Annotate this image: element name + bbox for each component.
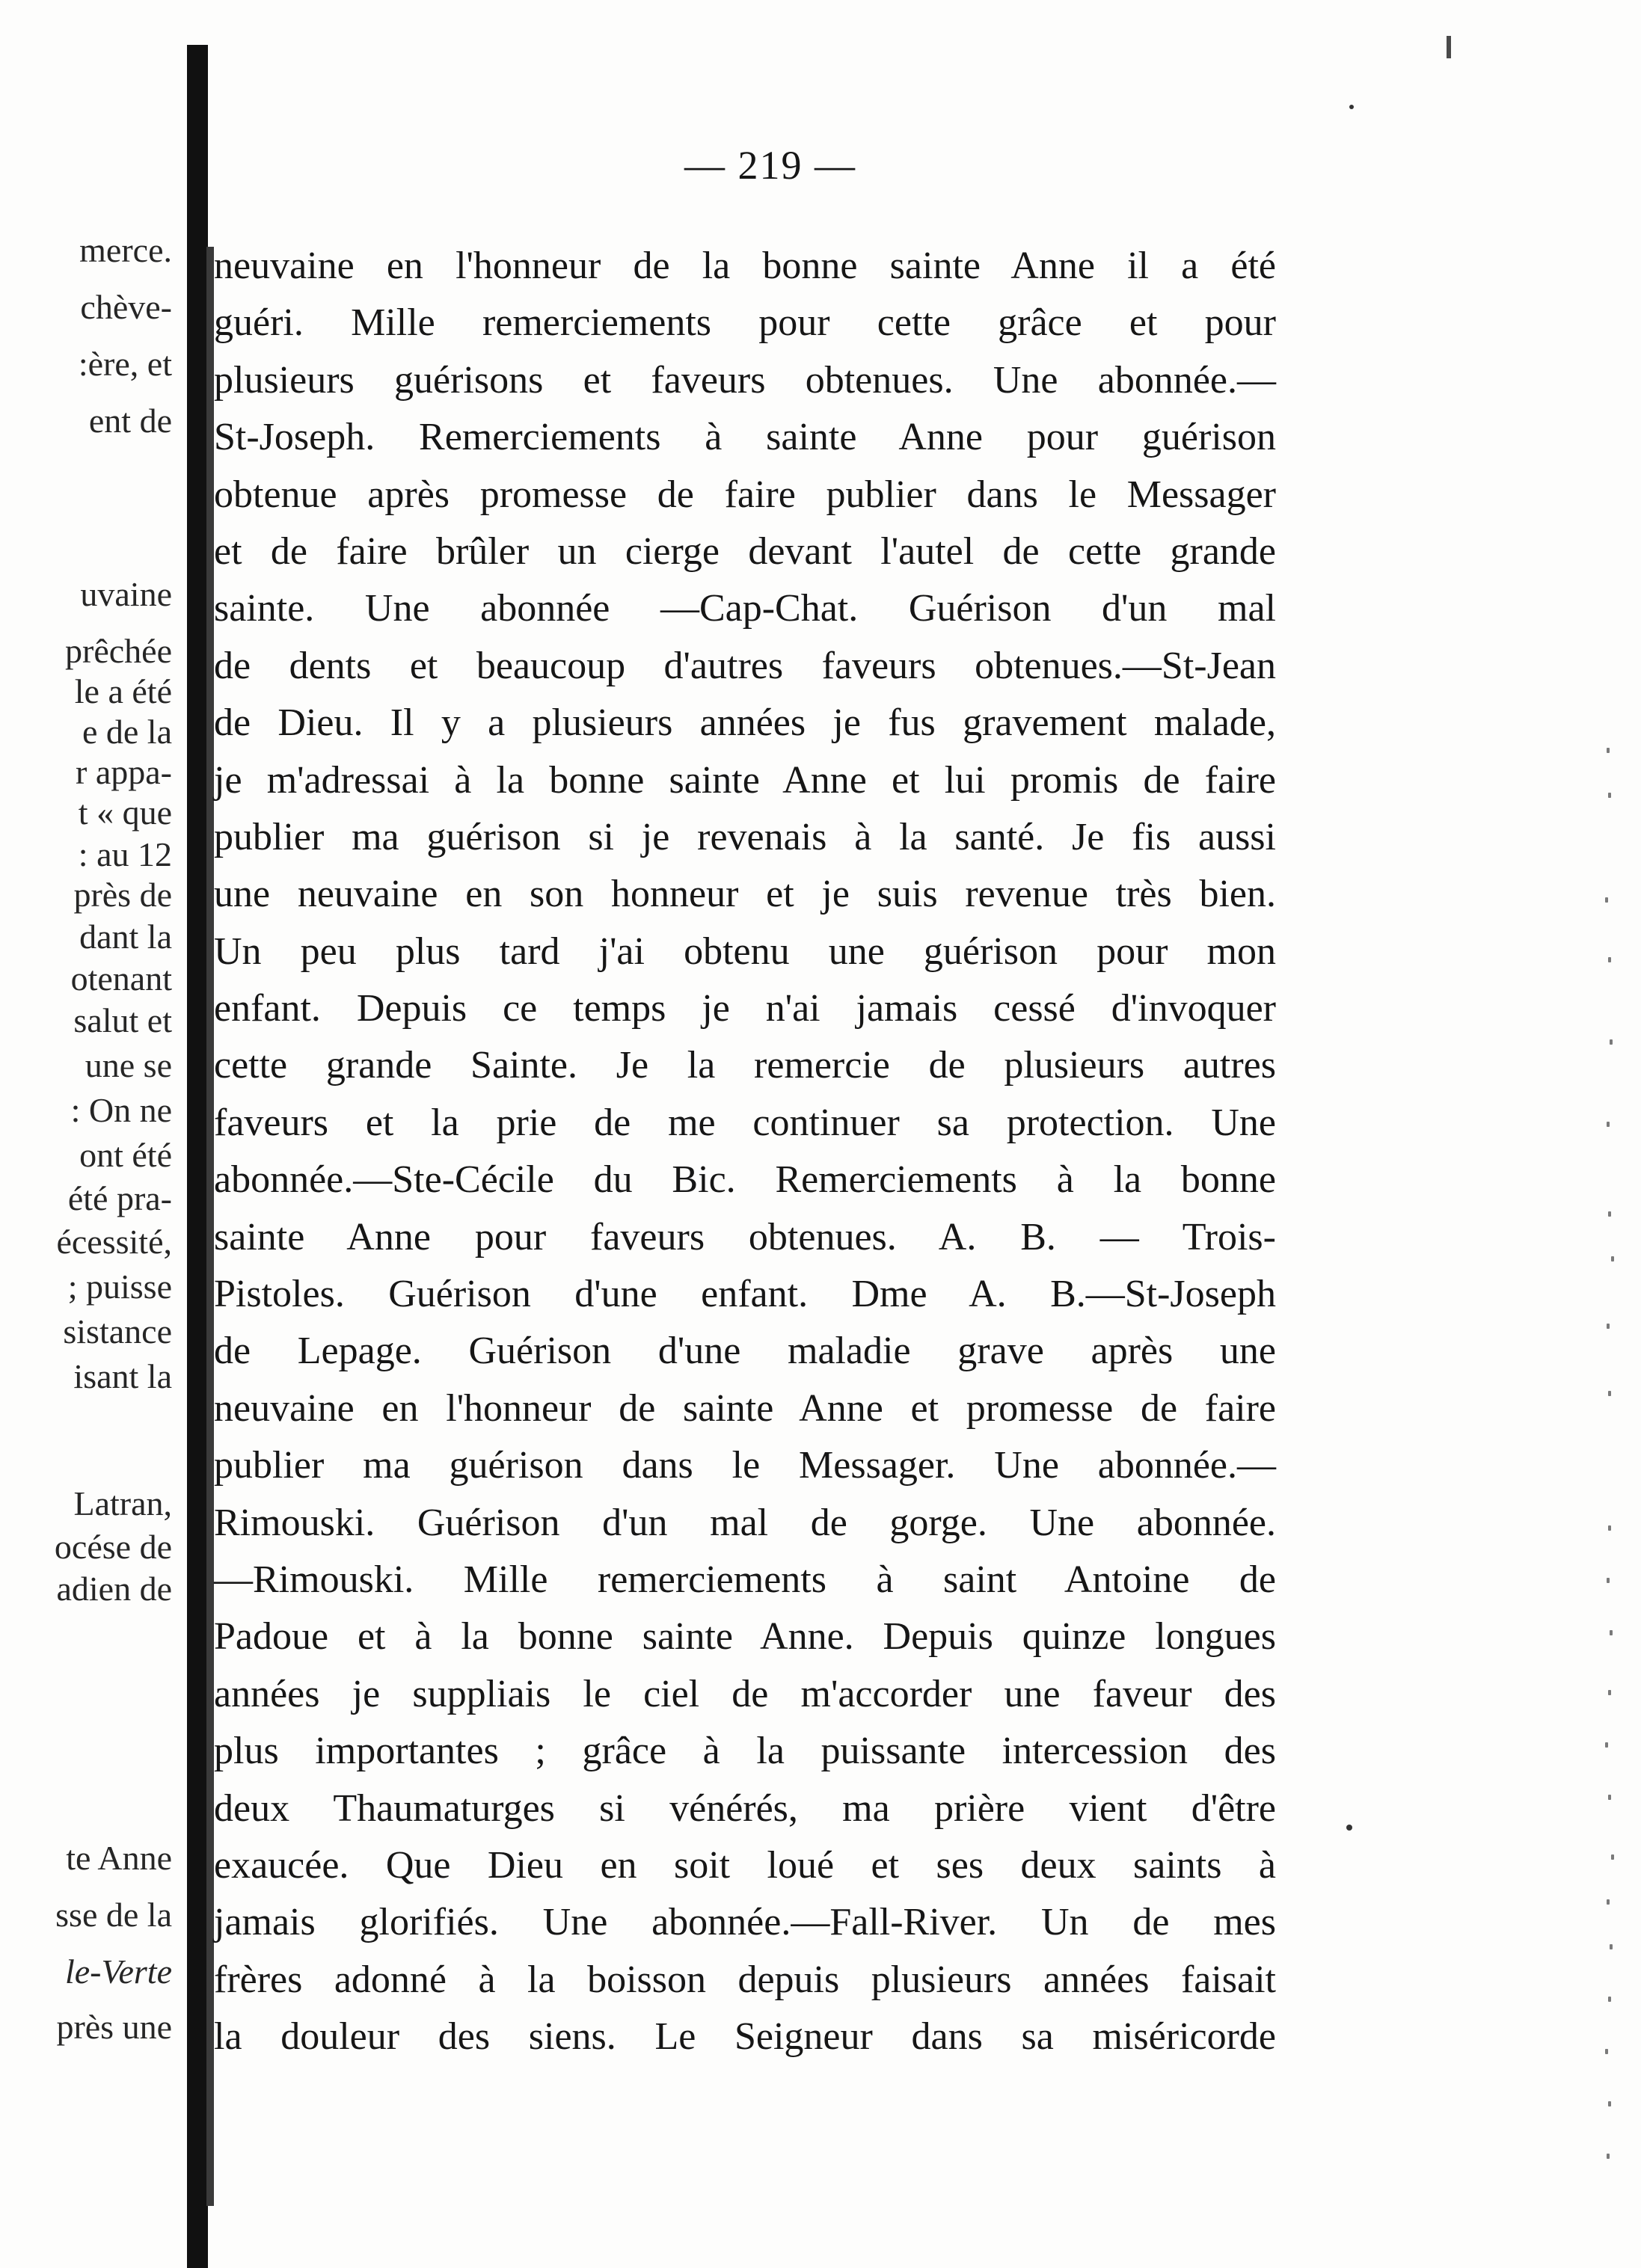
facing-page-fragment: une se bbox=[85, 1046, 172, 1084]
text-line: Pistoles. Guérison d'une enfant. Dme A. B.—St-Joseph bbox=[214, 1273, 1276, 1316]
scan-speck bbox=[1605, 1742, 1608, 1748]
text-line: de Lepage. Guérison d'une maladie grave après une bbox=[214, 1330, 1276, 1373]
text-line: publier ma guérison dans le Messager. Une abonnée.— bbox=[214, 1444, 1276, 1487]
scan-speck bbox=[1607, 1122, 1610, 1127]
scan-speck bbox=[1608, 793, 1611, 798]
text-line: cette grande Sainte. Je la remercie de plusieurs autres bbox=[214, 1044, 1276, 1087]
facing-page-fragment: : au 12 bbox=[78, 835, 172, 873]
facing-page-fragment: adien de bbox=[56, 1570, 172, 1608]
facing-page-fragment: ; puisse bbox=[67, 1267, 172, 1306]
scan-speck bbox=[1608, 957, 1611, 962]
text-line: la douleur des siens. Le Seigneur dans sa miséricorde bbox=[214, 2015, 1276, 2059]
scan-edge-noise bbox=[1586, 733, 1631, 2191]
scan-speck bbox=[1607, 2154, 1610, 2159]
facing-page-fragment: prêchée bbox=[65, 632, 172, 670]
facing-page-fragment: près de bbox=[73, 876, 172, 914]
text-line: plus importantes ; grâce à la puissante intercession des bbox=[214, 1730, 1276, 1773]
text-line: je m'adressai à la bonne sainte Anne et lui promis de faire bbox=[214, 758, 1276, 802]
facing-page-fragment: : On ne bbox=[70, 1091, 172, 1129]
scan-speck bbox=[1608, 1795, 1611, 1800]
scan-speck bbox=[1608, 1391, 1611, 1396]
text-line: guéri. Mille remerciements pour cette grâce et pour bbox=[214, 301, 1276, 345]
facing-page-fragment: salut et bbox=[73, 1001, 172, 1039]
facing-page-fragment: e de la bbox=[82, 713, 172, 751]
facing-page-fragment: été pra- bbox=[67, 1179, 172, 1217]
book-spine-shadow bbox=[187, 45, 208, 2268]
facing-page-fragment: isant la bbox=[73, 1357, 172, 1395]
scan-speck bbox=[1607, 1324, 1610, 1329]
scan-speck bbox=[1608, 1997, 1611, 2002]
facing-page-fragment: uvaine bbox=[80, 575, 172, 613]
facing-page-fragment: le a été bbox=[74, 672, 172, 710]
scan-speck bbox=[1610, 1630, 1613, 1635]
text-line: années je suppliais le ciel de m'accorder une faveur des bbox=[214, 1672, 1276, 1715]
scan-speck bbox=[1608, 1525, 1611, 1531]
scan-speck bbox=[1610, 1039, 1613, 1045]
text-line: Padoue et à la bonne sainte Anne. Depuis quinze longues bbox=[214, 1615, 1276, 1659]
facing-page-fragment: t « que bbox=[78, 793, 172, 832]
facing-page-fragment: Latran, bbox=[73, 1484, 172, 1522]
scan-speck bbox=[1608, 2101, 1611, 2106]
scan-speck bbox=[1607, 748, 1610, 753]
text-line: jamais glorifiés. Une abonnée.—Fall-River. Un de mes bbox=[214, 1901, 1276, 1944]
text-line: plusieurs guérisons et faveurs obtenues. Une abonnée.— bbox=[214, 358, 1276, 402]
scan-speck bbox=[1608, 1690, 1611, 1695]
text-line: sainte Anne pour faveurs obtenues. A. B. — Trois- bbox=[214, 1215, 1276, 1259]
text-line: de Dieu. Il y a plusieurs années je fus gravement malade, bbox=[214, 701, 1276, 745]
facing-page-fragment: otenant bbox=[70, 959, 172, 998]
facing-page-fragment: près une bbox=[56, 2008, 172, 2046]
facing-page-fragment: dant la bbox=[79, 918, 172, 956]
text-line: neuvaine en l'honneur de la bonne sainte Anne il a été bbox=[214, 245, 1276, 287]
scan-mark-top bbox=[1447, 36, 1451, 58]
ink-speck bbox=[1346, 1825, 1352, 1831]
scan-speck bbox=[1610, 1944, 1613, 1949]
text-line: de dents et beaucoup d'autres faveurs obtenues.—St-Jean bbox=[214, 644, 1276, 687]
text-line: sainte. Une abonnée —Cap-Chat. Guérison d'un mal bbox=[214, 587, 1276, 630]
text-line: faveurs et la prie de me continuer sa protection. Une bbox=[214, 1101, 1276, 1144]
page-number: — 219 — bbox=[684, 143, 856, 188]
scan-speck bbox=[1605, 2049, 1608, 2054]
facing-page-fragment: chève- bbox=[80, 288, 172, 326]
scan-speck bbox=[1607, 1899, 1610, 1905]
text-line: publier ma guérison si je revenais à la santé. Je fis aussi bbox=[214, 815, 1276, 858]
facing-page-fragment: r appa- bbox=[76, 753, 172, 791]
facing-page-fragment: ent de bbox=[88, 402, 172, 440]
facing-page-fragments bbox=[0, 230, 180, 2249]
scan-speck bbox=[1607, 1578, 1610, 1583]
text-line: neuvaine en l'honneur de sainte Anne et promesse de faire bbox=[214, 1386, 1276, 1430]
facing-page-fragment: sse de la bbox=[55, 1896, 172, 1934]
text-line: Un peu plus tard j'ai obtenu une guérison pour mon bbox=[214, 929, 1276, 973]
text-line: exaucée. Que Dieu en soit loué et ses deux saints à bbox=[214, 1843, 1276, 1887]
spine-edge-stain bbox=[206, 247, 214, 2206]
text-line: enfant. Depuis ce temps je n'ai jamais cessé d'invoquer bbox=[214, 987, 1276, 1030]
text-line: obtenue après promesse de faire publier dans le Messager bbox=[214, 473, 1276, 516]
facing-page-fragment: te Anne bbox=[66, 1839, 172, 1877]
text-line: Rimouski. Guérison d'un mal de gorge. Une abonnée. bbox=[214, 1501, 1276, 1544]
text-line: abonnée.—Ste-Cécile du Bic. Remerciements à la bonne bbox=[214, 1158, 1276, 1202]
text-line: une neuvaine en son honneur et je suis revenue très bien. bbox=[214, 873, 1276, 916]
text-line: —Rimouski. Mille remerciements à saint Antoine de bbox=[214, 1558, 1276, 1601]
main-text-block bbox=[214, 238, 1276, 2066]
scan-speck bbox=[1608, 1211, 1611, 1217]
text-line: frères adonné à la boisson depuis plusieurs années faisait bbox=[214, 1958, 1276, 2001]
text-line: et de faire brûler un cierge devant l'autel de cette grande bbox=[214, 529, 1276, 573]
scan-speck bbox=[1605, 897, 1608, 903]
ink-speck bbox=[1349, 105, 1354, 109]
text-line: deux Thaumaturges si vénérés, ma prière vient d'être bbox=[214, 1786, 1276, 1830]
scan-speck bbox=[1611, 1854, 1614, 1860]
scan-speck bbox=[1611, 1256, 1614, 1261]
facing-page-fragment: merce. bbox=[79, 231, 172, 269]
facing-page-fragment: le-Verte bbox=[64, 1952, 172, 1991]
facing-page-fragment: sistance bbox=[63, 1312, 172, 1350]
facing-page-fragment: écessité, bbox=[56, 1223, 172, 1261]
facing-page-fragment: océse de bbox=[54, 1528, 172, 1566]
text-line: St-Joseph. Remerciements à sainte Anne pour guérison bbox=[214, 416, 1276, 459]
facing-page-fragment: :ère, et bbox=[78, 345, 172, 383]
facing-page-fragment: ont été bbox=[79, 1136, 172, 1174]
